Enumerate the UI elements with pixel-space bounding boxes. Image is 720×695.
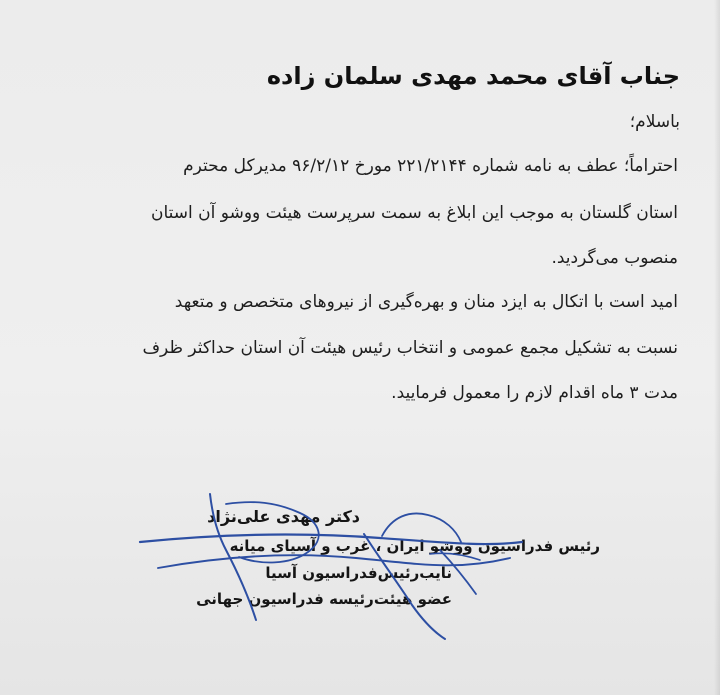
letter-body-line: منصوب می‌گردید. <box>551 248 678 268</box>
page-edge-shadow <box>714 0 720 695</box>
signatory-name: دکتر مهدی علی‌نژاد <box>207 507 360 526</box>
letter-greeting: باسلام؛ <box>629 112 680 132</box>
signatory-title: نایب‌رئیس‌فدراسیون آسیا <box>265 564 452 582</box>
letter-body-line: مدت ۳ ماه اقدام لازم را معمول فرمایید. <box>391 383 678 403</box>
signatory-title: عضو هیئت‌رئیسه فدراسیون جهانی <box>196 590 452 608</box>
letter-body-line: احتراماً؛ عطف به نامه شماره ۲۲۱/۲۱۴۴ مورخ ۹۶/۲/۱۲ مدیرکل محترم <box>183 156 678 176</box>
letter-body-line: امید است با اتکال به ایزد منان و بهره‌گیری از نیروهای متخصص و متعهد <box>174 292 678 312</box>
signatory-title: رئیس فدراسیون ووشو ایران ، غرب و آسیای میانه <box>229 537 600 555</box>
letter-salutation: جناب آقای محمد مهدی سلمان زاده <box>266 62 680 90</box>
letter-body-line: استان گلستان به موجب این ابلاغ به سمت سرپرست هیئت ووشو آن استان <box>151 203 678 223</box>
letter-body-line: نسبت به تشکیل مجمع عمومی و انتخاب رئیس هیئت آن استان حداکثر ظرف <box>142 338 678 358</box>
